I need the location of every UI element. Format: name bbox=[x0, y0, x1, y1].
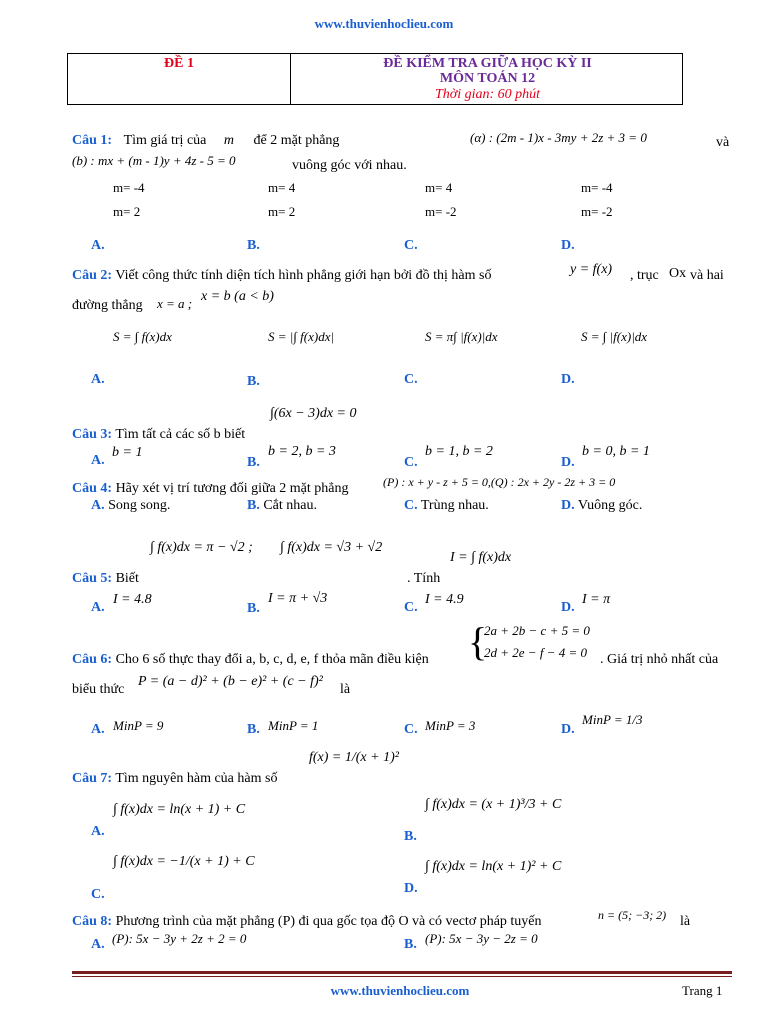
q1-opt-c-sys: m= 4 m= -2 bbox=[425, 180, 457, 219]
site-header-link[interactable]: www.thuvienhoclieu.com bbox=[314, 16, 454, 31]
q4-text: Hãy xét vị trí tương đối giữa 2 mặt phẳng bbox=[115, 481, 349, 496]
q2-option-b[interactable]: B. bbox=[247, 374, 260, 389]
q5-opt-a-val: I = 4.8 bbox=[113, 592, 152, 607]
q6-option-d[interactable]: D. bbox=[561, 722, 575, 737]
q4-option-a[interactable]: A. Song song. bbox=[91, 498, 171, 513]
q5-int1: ∫ f(x)dx = π − √2 ; bbox=[150, 540, 253, 555]
q6-system: { 2a + 2b − c + 5 = 0 2d + 2e − f − 4 = 0 bbox=[468, 619, 590, 664]
q3-integral: ∫(6x − 3)dx = 0 bbox=[270, 406, 357, 421]
q1-option-c[interactable]: C. bbox=[404, 238, 418, 253]
q3-label: Câu 3: bbox=[72, 427, 113, 442]
q2-option-c[interactable]: C. bbox=[404, 372, 418, 387]
q5-option-d[interactable]: D. bbox=[561, 600, 575, 615]
q8-opt-a-val: (P): 5x − 3y + 2z + 2 = 0 bbox=[112, 931, 247, 946]
footer-site-link[interactable]: www.thuvienhoclieu.com bbox=[330, 983, 470, 998]
q5-line1 bbox=[72, 571, 139, 587]
q7-option-a[interactable]: A. bbox=[91, 824, 105, 839]
header-table bbox=[67, 53, 683, 105]
q7-option-d[interactable]: D. bbox=[404, 881, 418, 896]
q2-line2: đường thẳng bbox=[72, 298, 143, 313]
q7-line1 bbox=[72, 771, 277, 787]
q6-la: là bbox=[340, 682, 351, 697]
q1-line1 bbox=[72, 133, 339, 149]
q3-opt-d-val: b = 0, b = 1 bbox=[582, 444, 650, 459]
footer-rule-thick bbox=[72, 971, 732, 974]
q8-option-a[interactable]: A. bbox=[91, 937, 105, 952]
q6-option-b[interactable]: B. bbox=[247, 722, 260, 737]
q6-expr: P = (a − d)² + (b − e)² + (c − f)² bbox=[138, 674, 323, 689]
q6-label: Câu 6: bbox=[72, 652, 113, 667]
exam-code: ĐỀ 1 bbox=[164, 56, 194, 71]
q5-int2: ∫ f(x)dx = √3 + √2 bbox=[280, 540, 383, 555]
q4-label: Câu 4: bbox=[72, 481, 113, 496]
q2-option-d[interactable]: D. bbox=[561, 372, 575, 387]
q6-sys1: 2a + 2b − c + 5 = 0 bbox=[484, 623, 590, 638]
q8-label: Câu 8: bbox=[72, 914, 113, 929]
exam-title: ĐỀ KIỂM TRA GIỮA HỌC KỲ II bbox=[383, 56, 592, 71]
q5-option-b[interactable]: B. bbox=[247, 601, 260, 616]
q6-opt-d-val: MinP = 1/3 bbox=[582, 712, 643, 727]
q6-opt-b-val: MinP = 1 bbox=[268, 718, 319, 733]
q1-option-b[interactable]: B. bbox=[247, 238, 260, 253]
q5-opt-b-val: I = π + √3 bbox=[268, 591, 328, 606]
q7-label: Câu 7: bbox=[72, 771, 113, 786]
q5-option-c[interactable]: C. bbox=[404, 600, 418, 615]
q6-option-a[interactable]: A. bbox=[91, 722, 105, 737]
q7-option-b[interactable]: B. bbox=[404, 829, 417, 844]
q4-line1 bbox=[72, 481, 349, 497]
q7-option-c[interactable]: C. bbox=[91, 887, 105, 902]
q6-text2: . Giá trị nhỏ nhất của bbox=[600, 652, 719, 667]
q7-fx: f(x) = 1/(x + 1)² bbox=[309, 750, 399, 765]
q6-line1 bbox=[72, 652, 429, 668]
q7-opt-c-val: ∫ f(x)dx = −1/(x + 1) + C bbox=[113, 854, 255, 869]
q2-text2: , trục bbox=[630, 268, 659, 283]
footer-rule-thin bbox=[72, 976, 732, 977]
q3-option-b[interactable]: B. bbox=[247, 455, 260, 470]
q2-option-a[interactable]: A. bbox=[91, 372, 105, 387]
q1-and: và bbox=[716, 135, 730, 150]
q7-opt-b-val: ∫ f(x)dx = (x + 1)³/3 + C bbox=[425, 797, 562, 812]
q2-xb: x = b (a < b) bbox=[201, 289, 274, 304]
q2-text3: và hai bbox=[690, 268, 724, 283]
q3-line1 bbox=[72, 427, 245, 443]
q8-option-b[interactable]: B. bbox=[404, 937, 417, 952]
q3-opt-c-val: b = 1, b = 2 bbox=[425, 444, 493, 459]
q1-var: m bbox=[223, 133, 234, 148]
q5-text: Biết bbox=[115, 571, 139, 586]
q6-opt-a-val: MinP = 9 bbox=[113, 718, 164, 733]
q3-text: Tìm tất cả các số b biết bbox=[115, 427, 246, 442]
q3-opt-a-val: b = 1 bbox=[112, 445, 143, 460]
q8-text: Phương trình của mặt phẳng (P) đi qua gốc tọa độ O và có vectơ pháp tuyến bbox=[115, 914, 542, 929]
q5-opt-d-val: I = π bbox=[582, 592, 611, 607]
q2-opt-d-formula: S = ∫ |f(x)|dx bbox=[581, 329, 648, 344]
q8-line1 bbox=[72, 914, 542, 930]
q8-la: là bbox=[680, 914, 691, 929]
exam-subject: MÔN TOÁN 12 bbox=[439, 71, 536, 86]
q1-opt-a-sys: m= -4 m= 2 bbox=[113, 180, 145, 219]
q5-opt-c-val: I = 4.9 bbox=[425, 592, 464, 607]
q3-option-d[interactable]: D. bbox=[561, 455, 575, 470]
q1-opt-d-sys: m= -4 m= -2 bbox=[581, 180, 613, 219]
q2-fx: y = f(x) bbox=[570, 262, 613, 277]
q5-tinh: . Tính bbox=[407, 571, 441, 586]
q2-ox: Ox bbox=[669, 266, 687, 281]
q1-text: Tìm giá trị của bbox=[123, 133, 207, 148]
q6-sys2: 2d + 2e − f − 4 = 0 bbox=[484, 645, 587, 660]
q4-option-d[interactable]: D. Vuông góc. bbox=[561, 498, 643, 513]
q5-label: Câu 5: bbox=[72, 571, 113, 586]
q8-normal-vector: n = (5; −3; 2) bbox=[598, 908, 667, 922]
q4-option-c[interactable]: C. Trùng nhau. bbox=[404, 498, 489, 513]
q7-text: Tìm nguyên hàm của hàm số bbox=[115, 771, 278, 786]
q2-opt-c-formula: S = π∫ |f(x)|dx bbox=[425, 329, 498, 344]
q3-opt-b-val: b = 2, b = 3 bbox=[268, 444, 336, 459]
q4-option-b[interactable]: B. Cắt nhau. bbox=[247, 498, 317, 513]
q3-option-a[interactable]: A. bbox=[91, 453, 105, 468]
q1-tail: vuông góc với nhau. bbox=[292, 158, 407, 173]
q7-opt-d-val: ∫ f(x)dx = ln(x + 1)² + C bbox=[425, 859, 562, 874]
q2-label: Câu 2: bbox=[72, 268, 113, 283]
q6-option-c[interactable]: C. bbox=[404, 722, 418, 737]
q1-opt-b-sys: m= 4 m= 2 bbox=[268, 180, 296, 219]
q6-opt-c-val: MinP = 3 bbox=[425, 718, 476, 733]
q6-line2: biểu thức bbox=[72, 682, 125, 697]
q8-opt-b-val: (P): 5x − 3y − 2z = 0 bbox=[425, 931, 538, 946]
q1-option-d[interactable]: D. bbox=[561, 238, 575, 253]
q4-planes: (P) : x + y - z + 5 = 0,(Q) : 2x + 2y - 2z + 3 = 0 bbox=[383, 475, 616, 489]
exam-time: Thời gian: 60 phút bbox=[434, 87, 541, 102]
q1-label: Câu 1: bbox=[72, 133, 113, 148]
q3-option-c[interactable]: C. bbox=[404, 455, 418, 470]
q1-plane-b: (b) : mx + (m - 1)y + 4z - 5 = 0 bbox=[72, 153, 236, 168]
q2-line1 bbox=[72, 268, 491, 284]
q2-opt-b-formula: S = |∫ f(x)dx| bbox=[268, 329, 335, 344]
q2-xa: x = a ; bbox=[157, 296, 193, 311]
q2-opt-a-formula: S = ∫ f(x)dx bbox=[113, 329, 172, 344]
q1-text2: để 2 mặt phẳng bbox=[253, 133, 340, 148]
q1-option-a[interactable]: A. bbox=[91, 238, 105, 253]
q6-text: Cho 6 số thực thay đổi a, b, c, d, e, f thỏa mãn điều kiện bbox=[115, 652, 429, 667]
q5-option-a[interactable]: A. bbox=[91, 600, 105, 615]
q1-plane-a: (α) : (2m - 1)x - 3my + 2z + 3 = 0 bbox=[470, 130, 647, 145]
q2-text: Viết công thức tính diện tích hình phẳng giới hạn bởi đồ thị hàm số bbox=[115, 268, 492, 283]
q7-opt-a-val: ∫ f(x)dx = ln(x + 1) + C bbox=[113, 802, 246, 817]
page-number: Trang 1 bbox=[682, 983, 723, 998]
q5-target: I = ∫ f(x)dx bbox=[450, 550, 512, 565]
